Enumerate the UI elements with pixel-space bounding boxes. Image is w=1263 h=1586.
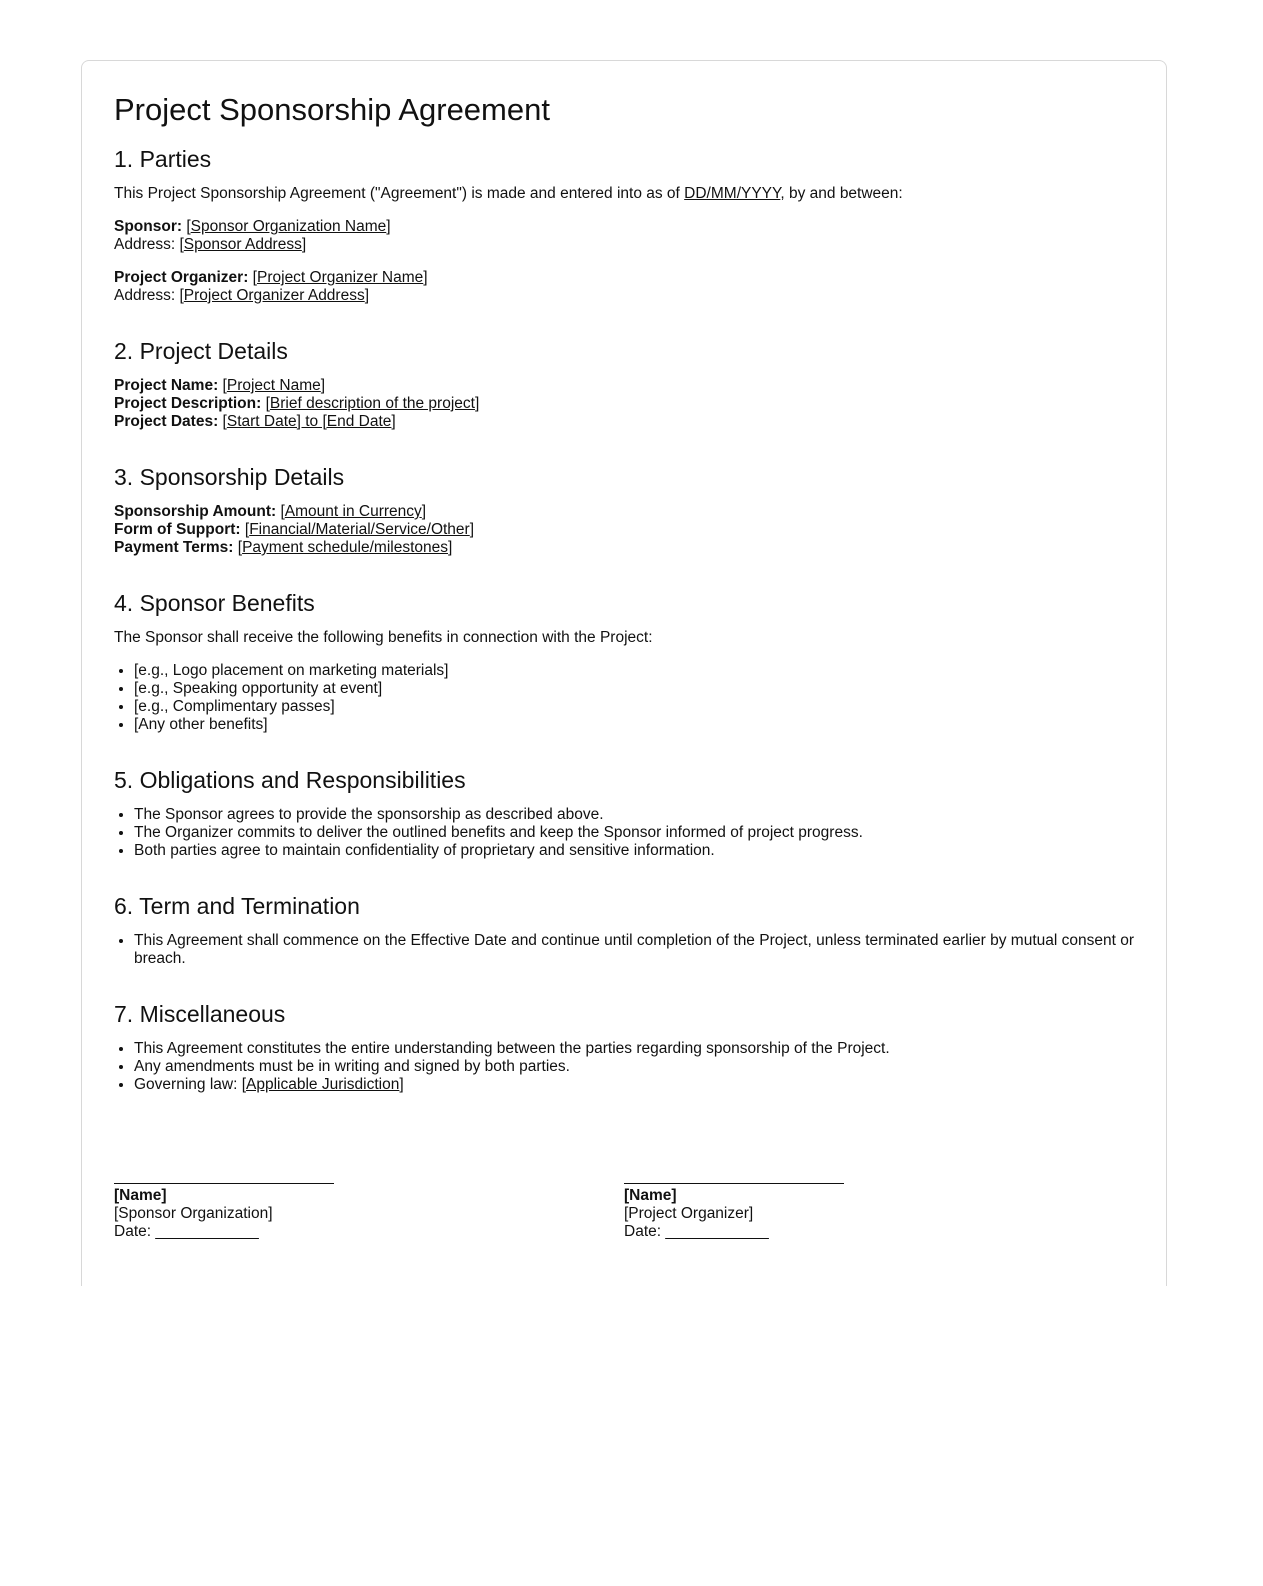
organizer-signature-block: [624, 1183, 1134, 1241]
list-item: • Any amendments must be in writing and signed by both parties.: [134, 1058, 1134, 1076]
sponsor-address-line: Address: [Sponsor Address]: [114, 236, 307, 253]
list-item: • [Any other benefits]: [134, 716, 1134, 734]
amount-placeholder: Amount in Currency: [284, 503, 422, 520]
section-term-termination: [114, 892, 1134, 968]
project-description-line: Project Description: [Brief description of the project]: [114, 395, 480, 412]
benefits-intro: The Sponsor shall receive the following benefits in connection with the Project:: [114, 629, 653, 646]
parties-intro: This Project Sponsorship Agreement ("Agreement") is made and entered into as of DD/MM/YYYY, by and between:: [114, 185, 903, 202]
signer-name: [Name]: [114, 1187, 167, 1204]
support-form-placeholder: Financial/Material/Service/Other: [249, 521, 470, 538]
misc-list: [114, 1040, 1134, 1094]
sponsor-name-placeholder: Sponsor Organization Name: [190, 218, 387, 235]
benefits-list: [114, 662, 1134, 734]
list-item: • Governing law: [Applicable Jurisdiction]: [134, 1076, 1134, 1094]
section-parties: [114, 145, 1134, 305]
signature-area: [114, 1183, 1134, 1241]
section-sponsorship-details: [114, 463, 1134, 557]
project-name-line: Project Name: [Project Name]: [114, 377, 326, 394]
obligations-list: [114, 806, 1134, 860]
organizer-address-line: Address: [Project Organizer Address]: [114, 287, 370, 304]
sponsor-line: Sponsor: [Sponsor Organization Name]: [114, 218, 391, 235]
term-list: [114, 932, 1134, 968]
signature-date: Date: ____________: [624, 1223, 769, 1240]
list-item: • Both parties agree to maintain confidentiality of proprietary and sensitive information.: [134, 842, 1134, 860]
section-heading: 4. Sponsor Benefits: [114, 590, 315, 616]
list-item: • This Agreement shall commence on the Effective Date and continue until completion of the Project, unless terminated earlier by mutual consent or breach.: [134, 932, 1134, 968]
list-item: • This Agreement constitutes the entire understanding between the parties regarding sponsorship of the Project.: [134, 1040, 1134, 1058]
organizer-block: [114, 269, 1134, 305]
project-description-placeholder: Brief description of the project: [269, 395, 475, 412]
project-dates-placeholder: Start Date] to [End Date: [226, 413, 392, 430]
payment-terms-line: Payment Terms: [Payment schedule/milestones]: [114, 539, 453, 556]
organizer-name-placeholder: Project Organizer Name: [257, 269, 424, 286]
section-heading: 5. Obligations and Responsibilities: [114, 767, 466, 793]
list-item: • The Sponsor agrees to provide the sponsorship as described above.: [134, 806, 1134, 824]
signature-line: [624, 1183, 844, 1184]
project-details-block: [114, 377, 1134, 431]
sponsor-block: [114, 218, 1134, 254]
agreement-document: [81, 60, 1167, 1286]
project-dates-line: Project Dates: [Start Date] to [End Date]: [114, 413, 396, 430]
signature-date: Date: ____________: [114, 1223, 259, 1240]
section-miscellaneous: [114, 1000, 1134, 1094]
section-project-details: [114, 337, 1134, 431]
section-heading: 7. Miscellaneous: [114, 1001, 286, 1027]
section-heading: 3. Sponsorship Details: [114, 464, 345, 490]
signer-organization: [Project Organizer]: [624, 1205, 754, 1222]
list-item: • The Organizer commits to deliver the outlined benefits and keep the Sponsor informed of project progress.: [134, 824, 1134, 842]
sponsorship-amount-line: Sponsorship Amount: [Amount in Currency]: [114, 503, 427, 520]
organizer-address-placeholder: Project Organizer Address: [183, 287, 365, 304]
signature-line: [114, 1183, 334, 1184]
support-form-line: Form of Support: [Financial/Material/Service/Other]: [114, 521, 475, 538]
jurisdiction-placeholder: Applicable Jurisdiction: [246, 1076, 400, 1093]
sponsor-address-placeholder: Sponsor Address: [183, 236, 302, 253]
project-name-placeholder: Project Name: [226, 377, 321, 394]
organizer-line: Project Organizer: [Project Organizer Name]: [114, 269, 428, 286]
list-item: • [e.g., Speaking opportunity at event]: [134, 680, 1134, 698]
section-obligations: [114, 766, 1134, 860]
list-item: • [e.g., Logo placement on marketing materials]: [134, 662, 1134, 680]
list-item: • [e.g., Complimentary passes]: [134, 698, 1134, 716]
effective-date-placeholder: DD/MM/YYYY: [684, 185, 781, 202]
payment-terms-placeholder: Payment schedule/milestones: [242, 539, 448, 556]
sponsorship-details-block: [114, 503, 1134, 557]
section-heading: 6. Term and Termination: [114, 893, 360, 919]
section-sponsor-benefits: [114, 589, 1134, 734]
sponsor-signature-block: [114, 1183, 624, 1241]
signer-organization: [Sponsor Organization]: [114, 1205, 273, 1222]
signer-name: [Name]: [624, 1187, 677, 1204]
section-heading: 1. Parties: [114, 146, 212, 172]
section-heading: 2. Project Details: [114, 338, 288, 364]
document-title: Project Sponsorship Agreement: [114, 92, 550, 127]
